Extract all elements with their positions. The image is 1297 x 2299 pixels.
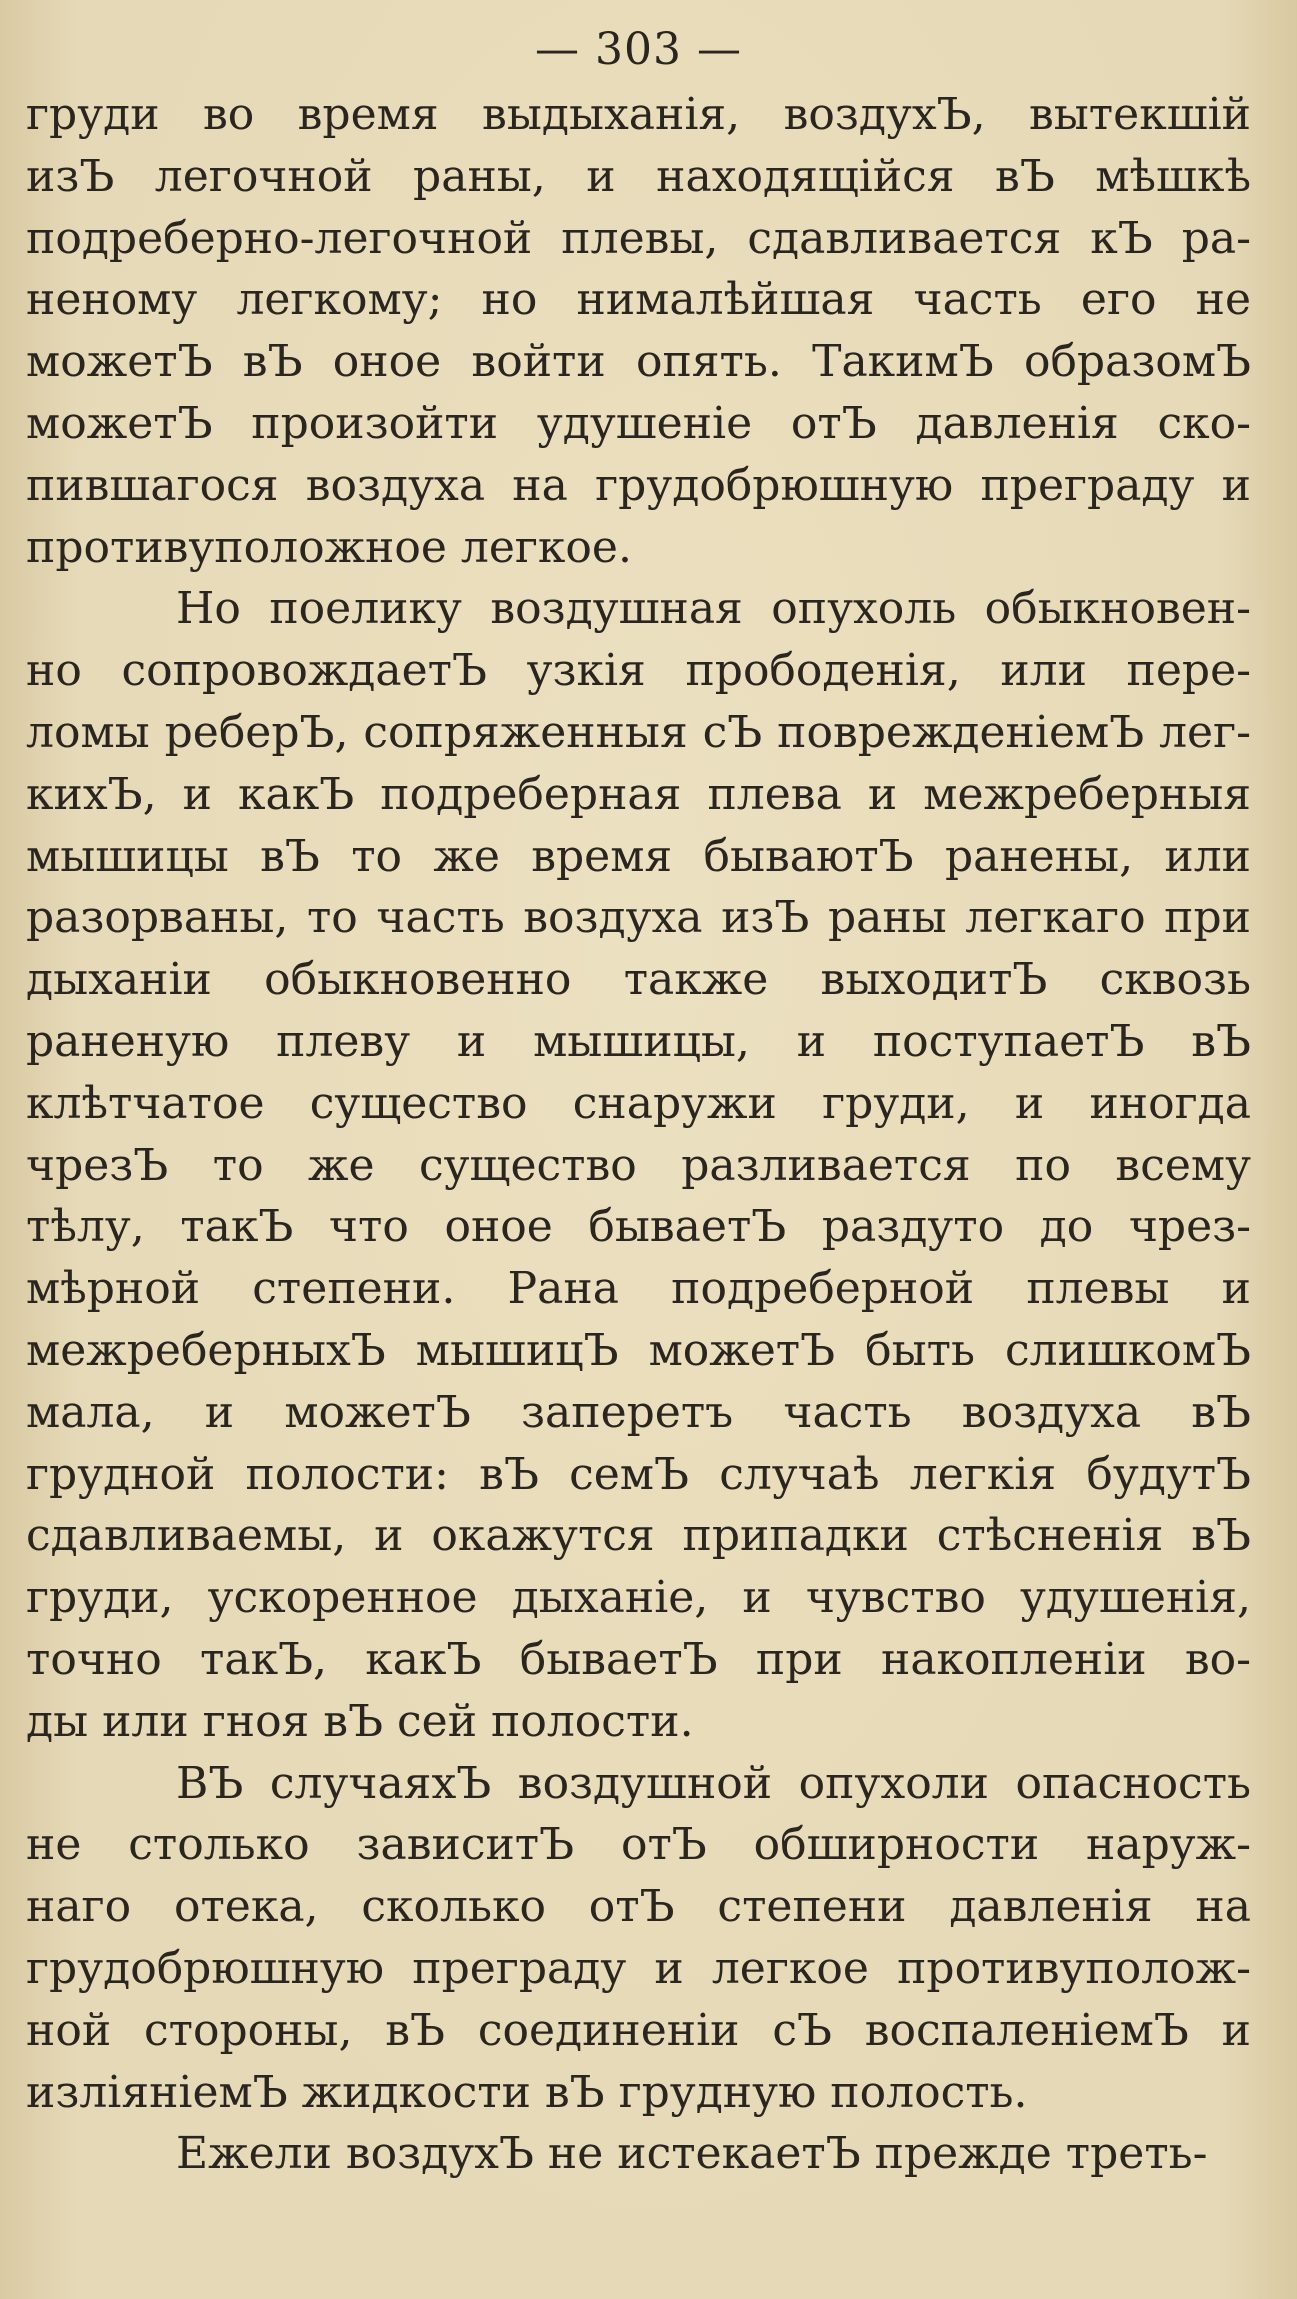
text-line: ломы реберЪ, сопряженныя сЪ поврежденіемЪ лег- xyxy=(26,706,1251,758)
text-line: груди во время выдыханія, воздухЪ, вытекшій xyxy=(26,89,1251,140)
text-line: изЪ легочной раны, и находящійся вЪ мѣшкѣ xyxy=(26,150,1251,202)
text-line: можетЪ вЪ оное войти опять. ТакимЪ образомЪ xyxy=(26,336,1251,388)
text-line: ной стороны, вЪ соединеніи сЪ воспаленіемЪ и xyxy=(26,2004,1251,2056)
text-line: межреберныхЪ мышицЪ можетЪ быть слишкомЪ xyxy=(26,1324,1251,1376)
text-line: грудобрюшную преграду и легкое противуполож- xyxy=(26,1942,1251,1994)
text-line: можетЪ произойти удушеніе отЪ давленія ско- xyxy=(26,397,1251,449)
text-line: ВЪ случаяхЪ воздушной опухоли опасность xyxy=(176,1757,1251,1809)
page-number: — 303 — xyxy=(535,24,742,75)
text-line: раненую плеву и мышицы, и поступаетЪ вЪ xyxy=(26,1015,1251,1067)
text-line: не столько зависитЪ отЪ обширности наруж- xyxy=(26,1819,1251,1871)
text-line: сдавливаемы, и окажутся припадки стѣсненія вЪ xyxy=(26,1510,1251,1562)
text-line: грудной полости: вЪ семЪ случаѣ легкія будутЪ xyxy=(26,1448,1251,1500)
text-line: изліяніемЪ жидкости вЪ грудную полость. xyxy=(26,2066,1028,2118)
text-line: дыханіи обыкновенно также выходитЪ сквозь xyxy=(26,954,1251,1006)
paragraph xyxy=(26,84,1251,578)
text-line: Ежели воздухЪ не истекаетЪ прежде треть- xyxy=(176,2128,1208,2180)
text-line: Но поелику воздушная опухоль обыкновен- xyxy=(176,583,1251,635)
text-line: пившагося воздуха на грудобрюшную преграду и xyxy=(26,459,1251,511)
text-line: тѣлу, такЪ что оное бываетЪ раздуто до чрез- xyxy=(26,1201,1251,1253)
text-line: груди, ускоренное дыханіе, и чувство удушенія, xyxy=(26,1572,1251,1624)
text-line: противуположное легкое. xyxy=(26,521,632,573)
text-line: разорваны, то часть воздуха изЪ раны легкаго при xyxy=(26,892,1251,944)
text-line: клѣтчатое существо снаружи груди, и иногда xyxy=(26,1077,1251,1129)
text-line: но сопровождаетЪ узкія прободенія, или пере- xyxy=(26,645,1251,697)
text-line: неному легкому; но нималѣйшая часть его не xyxy=(26,274,1251,326)
text-line: мышицы вЪ то же время бываютЪ ранены, или xyxy=(26,830,1251,882)
paragraph xyxy=(26,1753,1251,2124)
paragraph xyxy=(26,2123,1251,2185)
paragraph xyxy=(26,578,1251,1752)
text-line: чрезЪ то же существо разливается по всему xyxy=(26,1139,1251,1191)
text-line: точно такЪ, какЪ бываетЪ при накопленіи во- xyxy=(26,1633,1251,1685)
text-line: ды или гноя вЪ сей полости. xyxy=(26,1695,694,1747)
text-line: кихЪ, и какЪ подреберная плева и межреберныя xyxy=(26,768,1251,820)
body-text xyxy=(26,84,1251,2185)
text-line: мала, и можетЪ заперетъ часть воздуха вЪ xyxy=(26,1386,1251,1438)
text-line: наго отека, сколько отЪ степени давленія на xyxy=(26,1881,1251,1933)
text-line: подреберно-легочной плевы, сдавливается кЪ ра- xyxy=(26,212,1251,264)
text-line: мѣрной степени. Рана подреберной плевы и xyxy=(26,1263,1251,1315)
